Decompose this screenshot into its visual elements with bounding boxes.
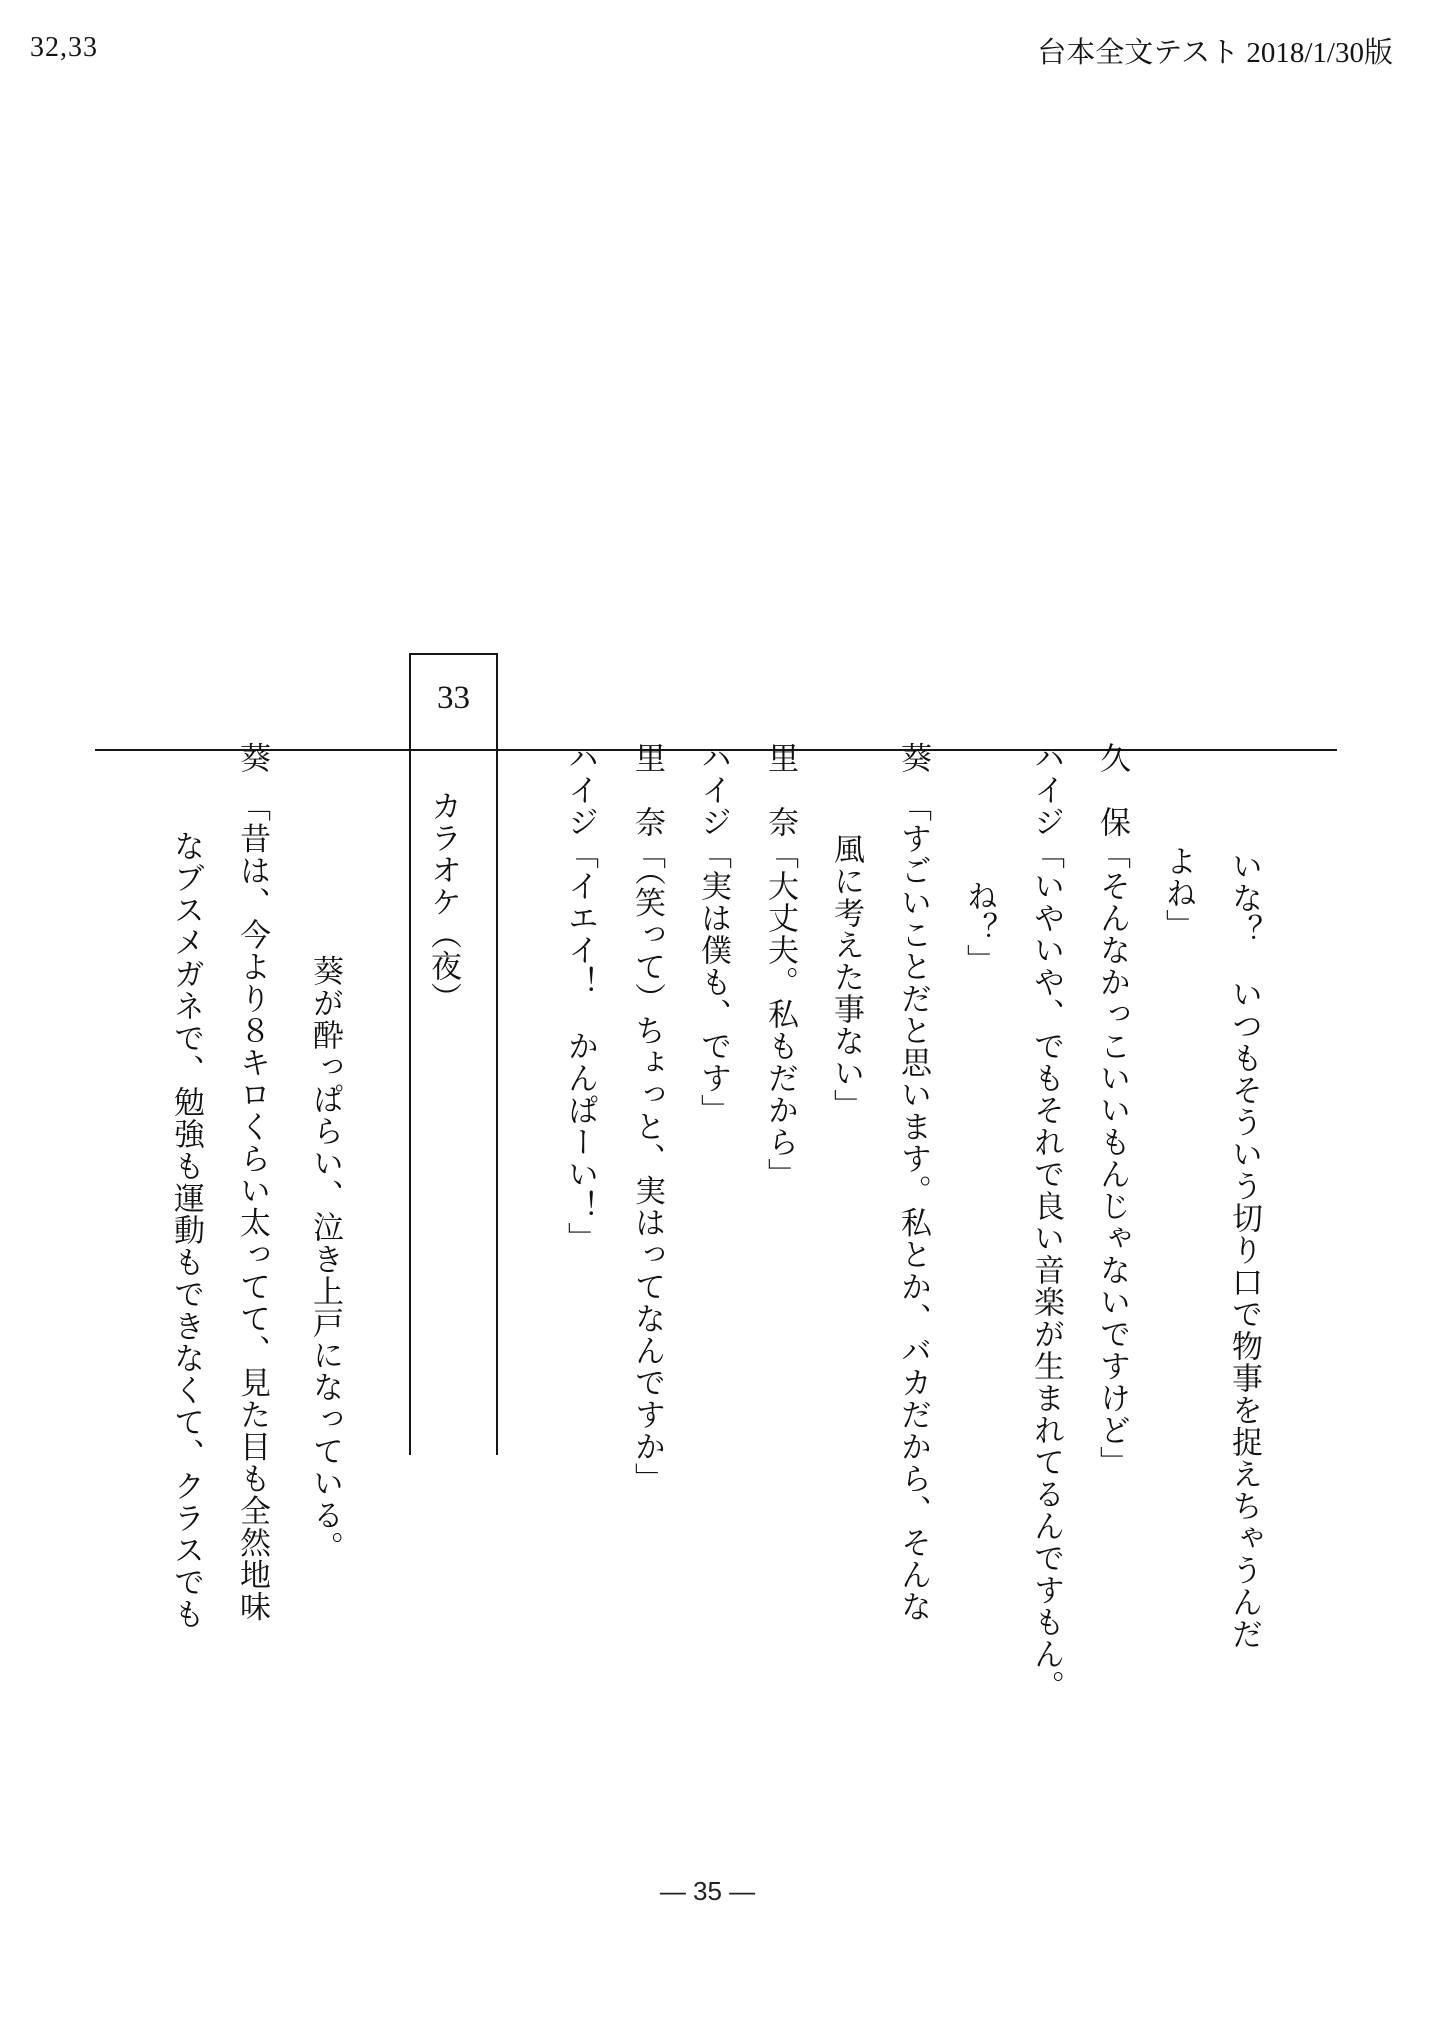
scene-column-left-line <box>409 653 411 1455</box>
header-page-numbers: 32,33 <box>30 32 98 63</box>
dialogue-continuation: 風に考えた事ない」 <box>829 833 864 1121</box>
footer-page-number: — 35 — <box>659 1876 756 1906</box>
dialogue-line-haiji: ハイジ「いやいや、でもそれで良い音楽が生まれてるんですもん。 <box>1029 742 1064 1702</box>
dialogue-line-rina: 里 奈「（笑って）ちょっと、実はってなんですか」 <box>630 742 665 1495</box>
dialogue-continuation: いな？ いつもそういう切り口で物事を捉えちゃうんだ <box>1227 850 1262 1650</box>
dialogue-line-aoi: 葵 「すごいことだと思います。私とか、バカだから、そんな <box>896 742 931 1623</box>
dialogue-line-kubo: 久 保「そんなかっこいいもんじゃないですけど」 <box>1095 742 1130 1478</box>
dialogue-continuation: よね」 <box>1161 845 1196 941</box>
scene-column-right-line <box>496 653 498 1455</box>
dialogue-line-haiji: ハイジ「イエイ！ かんぱーい！」 <box>563 742 598 1254</box>
scene-number: 33 <box>437 680 470 716</box>
dialogue-line-haiji: ハイジ「実は僕も、です」 <box>696 742 731 1126</box>
scene-heading: カラオケ（夜） <box>426 790 461 1014</box>
header-doc-title: 台本全文テスト 2018/1/30版 <box>1037 37 1393 69</box>
scene-number-box-top-line <box>409 653 498 655</box>
action-line: 葵が酔っぱらい、泣き上戸になっている。 <box>308 955 343 1563</box>
dialogue-continuation: ね？」 <box>962 880 997 976</box>
dialogue-continuation: なブスメガネで、勉強も運動もできなくて、クラスでも <box>169 830 204 1630</box>
dialogue-line-rina: 里 奈「大丈夫。私もだから」 <box>763 742 798 1190</box>
dialogue-line-aoi: 葵 「昔は、今より８キロくらい太ってて、見た目も全然地味 <box>235 742 270 1623</box>
